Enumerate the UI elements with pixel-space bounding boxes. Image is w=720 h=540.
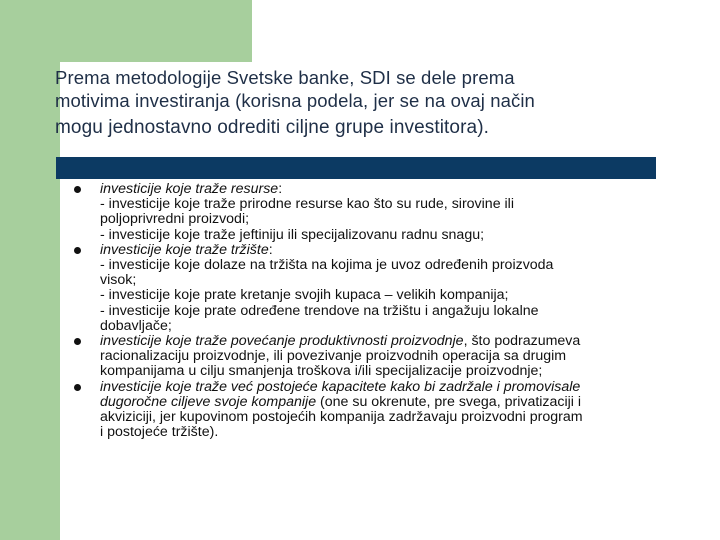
- item-heading: investicije koje traže resurse: [100, 181, 279, 197]
- item-text-line: poljoprivredni proizvodi;: [100, 211, 250, 228]
- bullet-icon: [74, 338, 81, 345]
- item-heading-suffix: (one su okrenute, pre svega, privatizaciji i: [316, 393, 582, 410]
- slide-title: [55, 66, 695, 139]
- item-text-line: dobavljače;: [100, 317, 172, 334]
- item-heading-suffix: :: [278, 181, 283, 197]
- item-text-line: - investicije koje dolaze na tržišta na kojima je uvoz određenih proizvoda: [100, 257, 554, 274]
- slide-title-line-1: Prema metodologije Svetske banke, SDI se dele prema: [55, 67, 515, 88]
- bullet-icon: [74, 186, 81, 193]
- list-item-productivity: [74, 334, 716, 380]
- item-text-line: i postojeće tržište).: [100, 424, 219, 441]
- item-text-line: akviziciji, jer kupovinom postojećih kompanija zadržavaju proizvodni program: [100, 409, 583, 426]
- item-text-line: visok;: [100, 272, 137, 289]
- bullet-icon: [74, 247, 81, 254]
- bullet-list: [74, 182, 716, 440]
- item-text-line: racionalizaciju proizvodnje, ili povezivanje proizvodnih operacija sa drugim: [100, 348, 567, 365]
- item-text-line: - investicije koje prate kretanje svojih kupaca – velikih kompanija;: [100, 287, 509, 304]
- bullet-icon: [74, 384, 81, 391]
- title-divider-bar: [56, 157, 656, 179]
- item-text-line: kompanijama u cilju smanjenja troškova i/ili specijalizacije proizvodnje;: [100, 363, 543, 380]
- decorative-green-bar-left: [0, 0, 60, 540]
- item-heading-continued: dugoročne ciljeve svoje kompanije: [100, 393, 317, 410]
- item-text-line: - investicije koje prate određene trendove na tržištu i angažuju lokalne: [100, 302, 539, 319]
- slide-title-line-3: mogu jednostavno odrediti ciljne grupe investitora).: [55, 117, 489, 138]
- list-item-market: [74, 243, 716, 334]
- list-item-capacities: [74, 380, 716, 441]
- item-heading: investicije koje traže tržište: [100, 241, 269, 258]
- slide-title-line-2: motivima investiranja (korisna podela, jer se na ovaj način: [55, 90, 535, 111]
- list-item-resources: [74, 182, 716, 243]
- item-heading-suffix: , što podrazumeva: [463, 333, 581, 350]
- item-text-line: - investicije koje traže prirodne resurse kao što su rude, sirovine ili: [100, 196, 514, 213]
- item-text-line: - investicije koje traže jeftiniju ili specijalizovanu radnu snagu;: [100, 226, 485, 243]
- item-heading-suffix: :: [268, 241, 273, 258]
- item-heading: investicije koje traže povećanje produktivnosti proizvodnje: [100, 333, 464, 350]
- item-heading: investicije koje traže već postojeće kapacitete kako bi zadržale i promovisale: [100, 378, 581, 395]
